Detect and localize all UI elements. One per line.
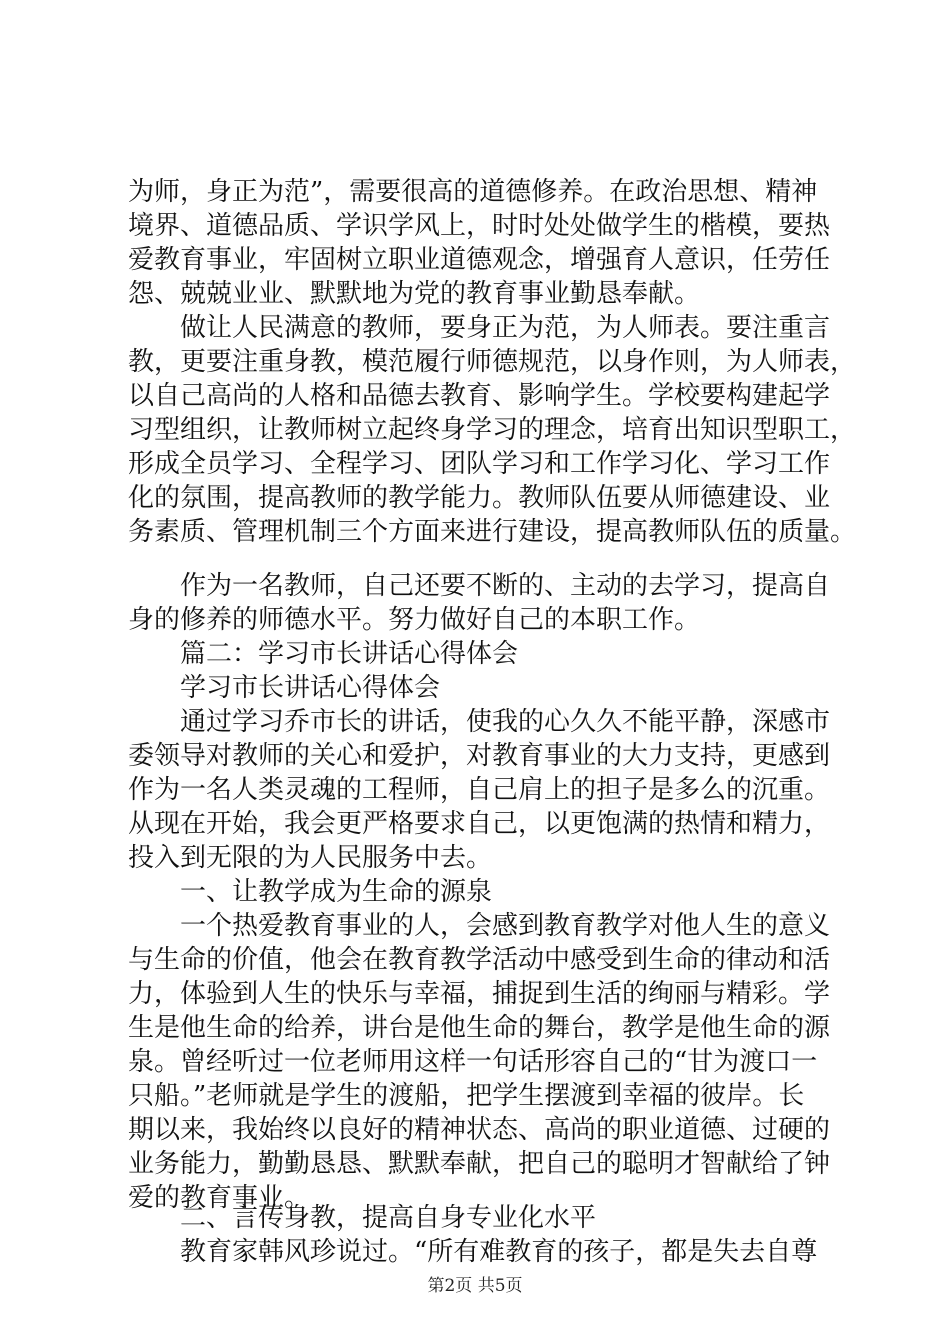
subheading: 二、言传身教，提高自身专业化水平 — [180, 1203, 597, 1233]
body-line: 化的氛围，提高教师的教学能力。教师队伍要从师德建设、业 — [128, 483, 831, 513]
body-line: 怨、兢兢业业、默默地为党的教育事业勤恳奉献。 — [128, 279, 701, 309]
body-line: 境界、道德品质、学识学风上，时时处处做学生的楷模，要热 — [128, 211, 831, 241]
body-line: 务素质、管理机制三个方面来进行建设，提高教师队伍的质量。 — [128, 517, 857, 547]
body-line: 一个热爱教育事业的人，会感到教育教学对他人生的意义 — [180, 911, 831, 941]
article-title: 学习市长讲话心得体会 — [180, 673, 441, 703]
body-line: 生是他生命的给养，讲台是他生命的舞台，教学是他生命的源 — [128, 1013, 831, 1043]
body-line: 投入到无限的为人民服务中去。 — [128, 843, 493, 873]
body-line: 以自己高尚的人格和品德去教育、影响学生。学校要构建起学 — [128, 381, 831, 411]
body-line: 身的修养的师德水平。努力做好自己的本职工作。 — [128, 605, 701, 635]
body-line: 作为一名教师，自己还要不断的、主动的去学习，提高自 — [180, 571, 831, 601]
body-line: 作为一名人类灵魂的工程师，自己肩上的担子是多么的沉重。 — [128, 775, 831, 805]
body-line: 期以来，我始终以良好的精神状态、高尚的职业道德、过硬的 — [128, 1115, 831, 1145]
body-line: 为师，身正为范”，需要很高的道德修养。在政治思想、精神 — [128, 177, 818, 207]
body-line: 泉。曾经听过一位老师用这样一句话形容自己的“甘为渡口一 — [128, 1047, 818, 1077]
body-line: 从现在开始，我会更严格要求自己，以更饱满的热情和精力， — [128, 809, 831, 839]
body-line: 与生命的价值，他会在教育教学活动中感受到生命的律动和活 — [128, 945, 831, 975]
body-line: 爱教育事业，牢固树立职业道德观念，增强育人意识，任劳任 — [128, 245, 831, 275]
body-line: 力，体验到人生的快乐与幸福，捕捉到生活的绚丽与精彩。学 — [128, 979, 831, 1009]
body-line: 教育家韩风珍说过。“所有难教育的孩子，都是失去自尊 — [180, 1237, 818, 1267]
section-heading: 篇二：学习市长讲话心得体会 — [180, 639, 519, 669]
body-line: 委领导对教师的关心和爱护，对教育事业的大力支持，更感到 — [128, 741, 831, 771]
page-footer: 第2页 共5页 — [427, 1276, 523, 1296]
subheading: 一、让教学成为生命的源泉 — [180, 877, 493, 907]
body-line: 只船。”老师就是学生的渡船，把学生摆渡到幸福的彼岸。长 — [128, 1081, 805, 1111]
body-line: 通过学习乔市长的讲话，使我的心久久不能平静，深感市 — [180, 707, 831, 737]
body-line: 教，更要注重身教，模范履行师德规范，以身作则，为人师表， — [128, 347, 857, 377]
body-line: 爱的教育事业。 — [128, 1183, 311, 1213]
body-line: 做让人民满意的教师，要身正为范，为人师表。要注重言 — [180, 313, 831, 343]
body-line: 习型组织，让教师树立起终身学习的理念，培育出知识型职工， — [128, 415, 857, 445]
body-line: 形成全员学习、全程学习、团队学习和工作学习化、学习工作 — [128, 449, 831, 479]
body-line: 业务能力，勤勤恳恳、默默奉献，把自己的聪明才智献给了钟 — [128, 1149, 831, 1179]
